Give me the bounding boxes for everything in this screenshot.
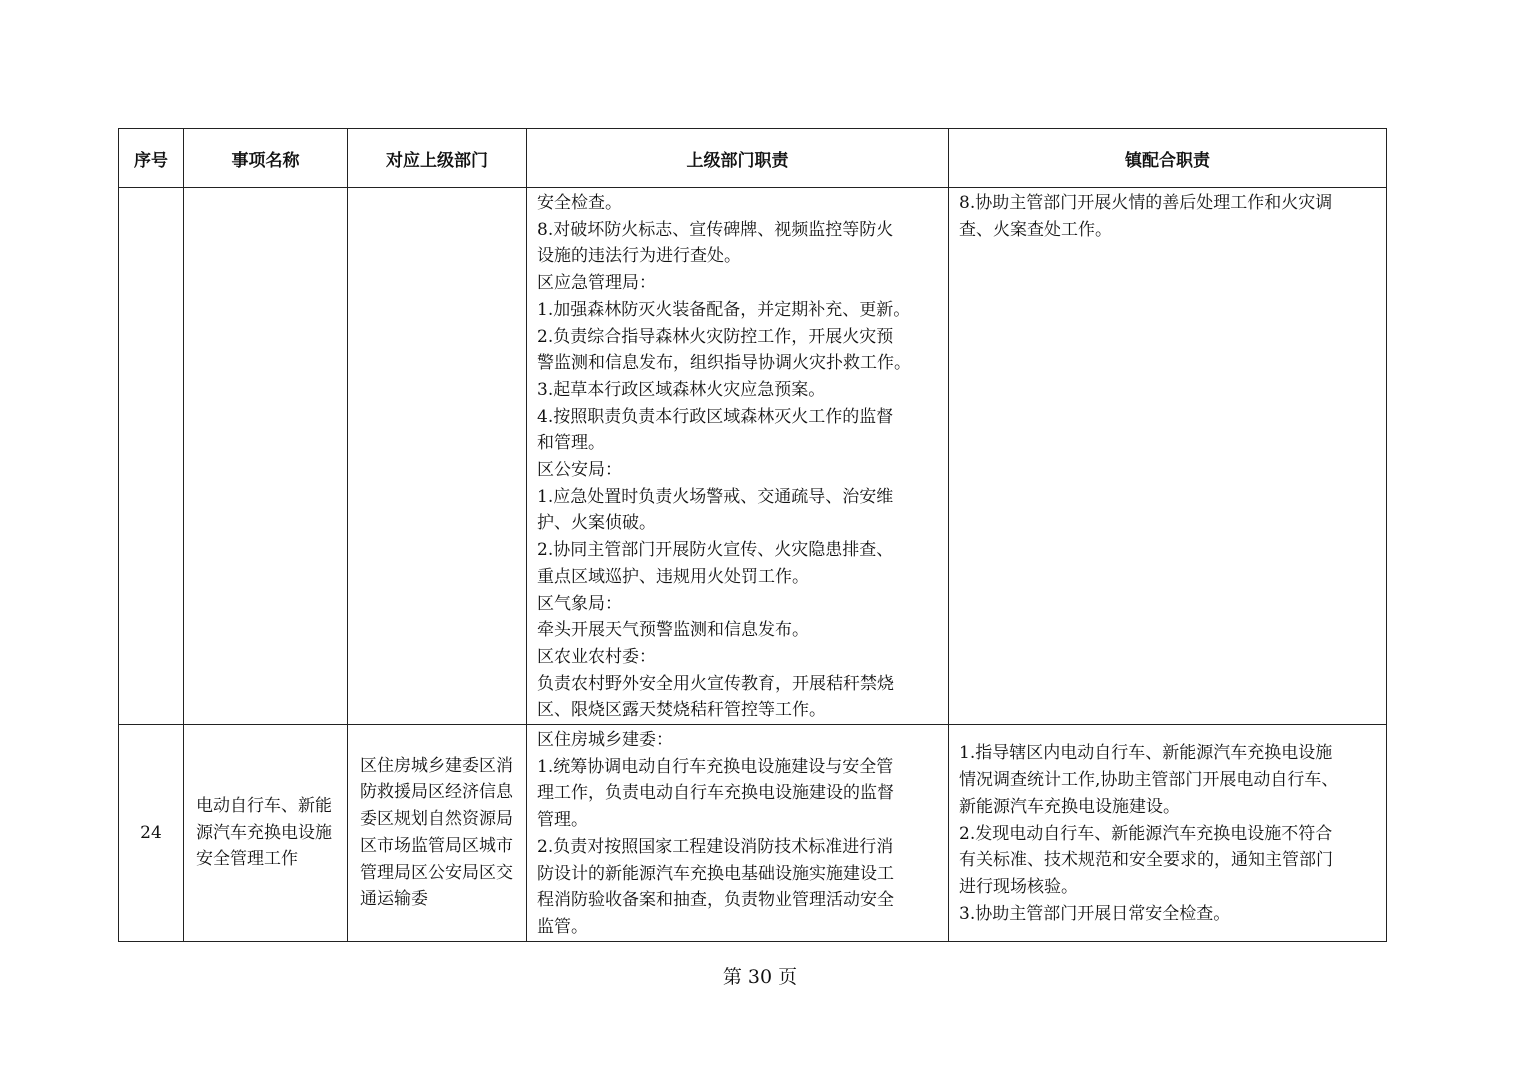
upper-duty-line: 区住房城乡建委：: [537, 730, 673, 751]
town-duty-line: 3.协助主管部门开展日常安全检查。: [959, 903, 1231, 924]
department-name: 区规划自然资源局: [377, 809, 513, 830]
item-name-line: 电动自行车、新能: [196, 795, 332, 816]
header-item-name: 事项名称: [184, 129, 348, 188]
upper-duty-line: 安全检查。: [537, 193, 622, 213]
item-name-line: 源汽车充换电设: [196, 822, 315, 843]
upper-duty-line: 1.应急处置时负责火场警戒、交通疏导、治安维: [537, 486, 894, 507]
town-duties-cell: [949, 188, 1387, 725]
town-duty-line: 1.指导辖区内电动自行车、新能源汽车充换电设施: [959, 743, 1333, 764]
page-number: 第 30 页: [722, 966, 798, 988]
upper-duty-line: 警监测和信息发布，组织指导协调火灾扑救工作。: [537, 353, 911, 374]
department-name: 区交通运输委: [360, 862, 513, 910]
upper-duty-line: 设施的违法行为进行查处。: [537, 246, 741, 267]
upper-duty-line: 3.起草本行政区域森林火灾应急预案。: [537, 379, 826, 400]
header-serial: 序号: [119, 129, 184, 188]
upper-duty-line: 2.协同主管部门开展防火宣传、火灾隐患排查、: [537, 540, 894, 561]
upper-duty-line: 护、火案侦破。: [537, 513, 656, 534]
upper-duties-cell: [527, 188, 949, 725]
upper-duty-line: 负责农村野外安全用火宣传教育，开展秸秆禁烧: [537, 673, 894, 694]
upper-duty-line: 重点区域巡护、违规用火处罚工作。: [537, 566, 809, 587]
serial-cell: [119, 188, 184, 725]
department-name: 区住房城乡建委: [360, 755, 479, 776]
department-cell: [348, 188, 527, 725]
item-name-line: 施安全管理工作: [196, 822, 332, 870]
table-row: [119, 188, 1387, 725]
upper-duty-line: 监管。: [537, 916, 588, 937]
upper-duty-line: 1.加强森林防灭火装备配备，并定期补充、更新。: [537, 299, 911, 320]
department-name: 区市场监管局: [360, 835, 462, 856]
serial-cell: 24: [119, 725, 184, 942]
upper-duty-line: 和管理。: [537, 433, 605, 454]
town-duty-line: 新能源汽车充换电设施建设。: [959, 796, 1180, 817]
header-upper-department: 对应上级部门: [348, 129, 527, 188]
town-duty-line: 情况调查统计工作,协助主管部门开展电动自行车、: [959, 770, 1339, 791]
upper-duty-line: 2.负责综合指导森林火灾防控工作，开展火灾预: [537, 326, 894, 347]
header-upper-duties: 上级部门职责: [527, 129, 949, 188]
upper-duty-line: 区应急管理局：: [537, 273, 656, 294]
responsibility-table: [118, 128, 1387, 942]
upper-duties-cell: [527, 725, 949, 942]
upper-duty-line: 区、限烧区露天焚烧秸秆管控等工作。: [537, 700, 826, 721]
town-duty-line: 2.发现电动自行车、新能源汽车充换电设施不符合: [959, 823, 1333, 844]
department-name: 区消防救援局: [360, 755, 513, 803]
upper-duty-line: 区公安局：: [537, 460, 622, 481]
item-name-cell: [184, 725, 348, 942]
upper-duty-line: 程消防验收备案和抽查，负责物业管理活动安全: [537, 890, 894, 911]
table-row: [119, 725, 1387, 942]
upper-duty-line: 区农业农村委：: [537, 646, 656, 667]
upper-duty-line: 2.负责对按照国家工程建设消防技术标准进行消: [537, 836, 894, 857]
upper-duty-line: 防设计的新能源汽车充换电基础设施实施建设工: [537, 863, 894, 884]
town-duty-line: 8.协助主管部门开展火情的善后处理工作和火灾调: [959, 193, 1333, 213]
department-name: 区城市管理局: [360, 835, 513, 883]
department-name: 区经济信息委: [360, 782, 513, 830]
town-duties-cell: [949, 725, 1387, 942]
upper-duty-line: 区气象局：: [537, 593, 622, 614]
table-header-row: [119, 129, 1387, 188]
department-name: 区公安局: [411, 862, 479, 883]
header-town-duties: 镇配合职责: [949, 129, 1387, 188]
town-duty-line: 查、火案查处工作。: [959, 219, 1112, 240]
upper-duty-line: 理工作，负责电动自行车充换电设施建设的监督: [537, 783, 894, 804]
town-duty-line: 进行现场核验。: [959, 876, 1078, 897]
upper-duty-line: 牵头开展天气预警监测和信息发布。: [537, 620, 809, 641]
town-duty-line: 有关标准、技术规范和安全要求的，通知主管部门: [959, 850, 1333, 871]
item-name-cell: [184, 188, 348, 725]
upper-duty-line: 4.按照职责负责本行政区域森林灭火工作的监督: [537, 406, 894, 427]
department-cell: [348, 725, 527, 942]
upper-duty-line: 管理。: [537, 810, 588, 831]
upper-duty-line: 1.统筹协调电动自行车充换电设施建设与安全管: [537, 756, 894, 777]
upper-duty-line: 8.对破坏防火标志、宣传碑牌、视频监控等防火: [537, 219, 894, 240]
